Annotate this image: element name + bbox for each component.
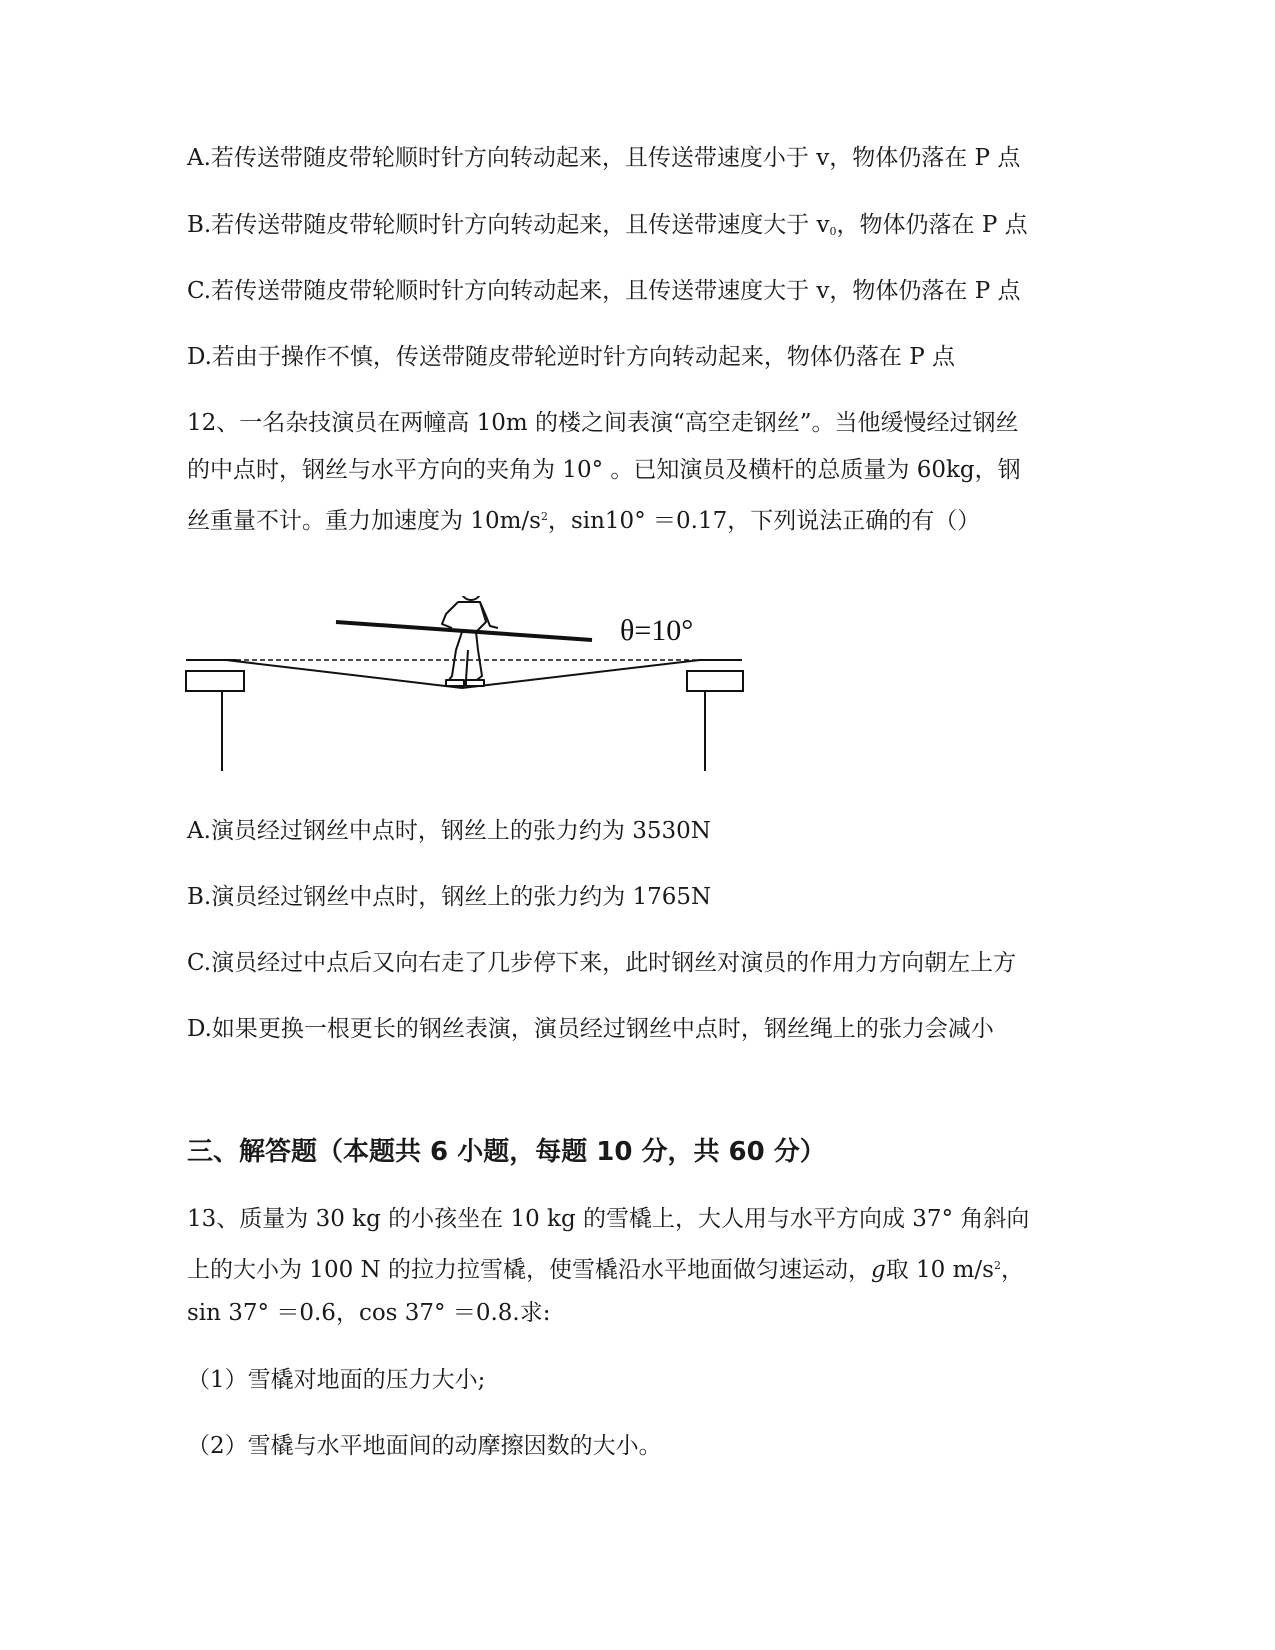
q13-part-2: （2）雪橇与水平地面间的动摩擦因数的大小。 (187, 1433, 662, 1459)
q13-stem-line-1: 13、质量为 30 kg 的小孩坐在 10 kg 的雪橇上，大人用与水平方向成 37° 角斜向 (187, 1206, 1030, 1232)
q13-stem-line-2-tail: ， (1000, 1257, 1024, 1283)
q13-stem-line-2 (187, 1251, 1024, 1285)
tightrope-figure (180, 596, 780, 796)
right-building (687, 660, 743, 771)
q11-option-d: D.若由于操作不慎，传送带随皮带轮逆时针方向转动起来，物体仍落在 P 点 (187, 344, 956, 370)
q13-stem-line-2-mid: 取 10 m/s (885, 1257, 994, 1283)
section-3-heading: 三、解答题（本题共 6 小题，每题 10 分，共 60 分） (187, 1137, 826, 1167)
q13-stem-line-3: sin 37° ＝0.6，cos 37° ＝0.8.求: (187, 1300, 551, 1326)
q11-option-c: C.若传送带随皮带轮顺时针方向转动起来，且传送带速度大于 v，物体仍落在 P 点 (187, 278, 1021, 304)
q12-option-c: C.演员经过中点后又向右走了几步停下来，此时钢丝对演员的作用力方向朝左上方 (187, 950, 1017, 976)
q11-option-a: A.若传送带随皮带轮顺时针方向转动起来，且传送带速度小于 v，物体仍落在 P 点 (187, 145, 1021, 171)
q12-superscript: 2 (540, 510, 548, 523)
q12-option-d: D.如果更换一根更长的钢丝表演，演员经过钢丝中点时，钢丝绳上的张力会减小 (187, 1016, 994, 1042)
q12-stem-line-3 (187, 502, 980, 536)
q12-option-b: B.演员经过钢丝中点时，钢丝上的张力约为 1765N (187, 884, 712, 910)
q12-option-a: A.演员经过钢丝中点时，钢丝上的张力约为 3530N (187, 818, 711, 844)
q12-stem-line-1: 12、一名杂技演员在两幢高 10m 的楼之间表演“高空走钢丝”。当他缓慢经过钢丝 (187, 410, 1019, 436)
left-building (186, 660, 244, 771)
q12-stem-line-3-tail: ，sin10° ＝0.17，下列说法正确的有（） (547, 508, 981, 534)
performer-figure (442, 596, 498, 686)
q13-superscript: 2 (993, 1259, 1001, 1272)
q13-gravity-symbol: g (870, 1257, 886, 1283)
q11-option-b-text: B.若传送带随皮带轮顺时针方向转动起来，且传送带速度大于 v (187, 212, 830, 238)
q13-stem-line-2-text: 上的大小为 100 N 的拉力拉雪橇，使雪橇沿水平地面做匀速运动， (187, 1257, 871, 1283)
q13-part-1: （1）雪橇对地面的压力大小; (187, 1367, 486, 1393)
q12-stem-line-2: 的中点时，钢丝与水平方向的夹角为 10° 。已知演员及横杆的总质量为 60kg，钢 (187, 457, 1021, 483)
q11-option-b-subscript: 0 (829, 225, 837, 238)
angle-label: θ=10° (620, 614, 694, 647)
q12-stem-line-3-text: 丝重量不计。重力加速度为 10m/s (187, 508, 541, 534)
q11-option-b-tail: ，物体仍落在 P 点 (836, 212, 1028, 238)
q11-option-b (187, 210, 1028, 247)
